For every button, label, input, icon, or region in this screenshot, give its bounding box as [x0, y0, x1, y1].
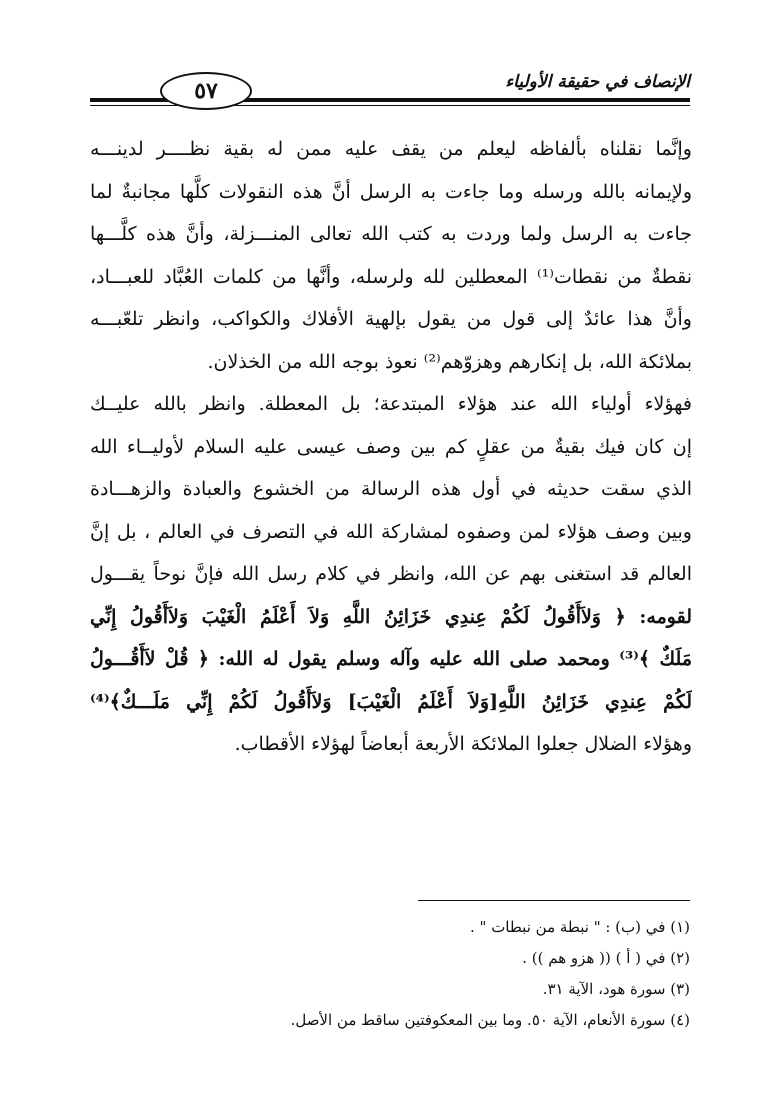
text-line: وإنَّما نقلناه بألفاظه ليعلم من يقف عليه ممن له بقية نظــــر لدينـــه — [90, 138, 692, 160]
quran-verse-line: لقومه: ﴿ وَلاَأَقُولُ لَكُمْ عِندِي خَزَائِنُ اللَّهِ وَلاَ أَعْلَمُ الْغَيْبَ وَلاَأَقُولُ إِنِّي — [90, 605, 692, 628]
footnote: (٣) سورة هود، الآية ٣١. — [542, 980, 690, 998]
text-line: وبين وصف هؤلاء لمن وصفوه لمشاركة الله في التصرف في العالم ، بل إنَّ — [90, 520, 692, 543]
page-header — [90, 60, 690, 120]
footnote: (٤) سورة الأنعام، الآية ٥٠. وما بين المعكوفتين ساقط من الأصل. — [290, 1011, 690, 1029]
footnote: (٢) في ( أ ) (( هزو هم )) . — [522, 949, 690, 967]
text-line: ولإيمانه بالله ورسله وما جاءت به الرسل أنَّ هذه النقولات كلَّها مجانبةٌ لما — [90, 180, 692, 203]
footnote-separator — [418, 900, 690, 901]
text-line: إن كان فيك بقيةٌ من عقلٍ كم بين وصف عيسى عليه السلام لأوليــاء الله — [90, 435, 692, 458]
page-number: ٥٧ — [160, 72, 252, 110]
footnote: (١) في (ب) : " نبطة من نبطات " . — [469, 918, 690, 936]
text-line: فهؤلاء أولياء الله عند هؤلاء المبتدعة؛ بل المعطلة. وانظر بالله عليــك — [90, 393, 692, 415]
footnotes — [90, 912, 690, 1036]
quran-verse-line: لَكُمْ عِندِي خَزَائِنُ اللَّهِ[وَلاَ أَعْلَمُ الْغَيْبَ] وَلاَأَقُولُ لَكُمْ إِنِّي مَلَـــكٌ﴾⁽⁴⁾ — [90, 690, 692, 713]
quran-verse-line: مَلَكٌ ﴾⁽³⁾ ومحمد صلى الله عليه وآله وسلم يقول له الله: ﴿ قُلْ لاَأَقُـــولُ — [90, 648, 692, 670]
text-line: العالم قد استغنى بهم عن الله، وانظر في كلام رسل الله فإنَّ نوحاً يقـــول — [90, 563, 692, 585]
text-line: نقطةٌ من نقطات⁽¹⁾ المعطلين لله ولرسله، وأنَّها من كلمات العُبَّاد للعبـــاد، — [90, 265, 692, 288]
text-line: الذي سقت حديثه في أول هذه الرسالة من الخشوع والعبادة والزهـــادة — [90, 478, 692, 500]
text-line: وأنَّ هذا عائدٌ إلى قول من يقول بإلهية الأفلاك والكواكب، وانظر تلعّبـــه — [90, 308, 692, 330]
text-line: وهؤلاء الضلال جعلوا الملائكة الأربعة أبعاضاً لهؤلاء الأقطاب. — [234, 733, 692, 755]
text-line: بملائكة الله، بل إنكارهم وهزوّهم⁽²⁾ نعوذ بوجه الله من الخذلان. — [207, 350, 692, 373]
main-text — [90, 128, 692, 766]
text-line: جاءت به الرسل ولما وردت به كتب الله تعالى المنـــزلة، وأنَّ هذه كلَّـــها — [90, 223, 692, 245]
book-title: الإنصاف في حقيقة الأولياء — [505, 72, 690, 92]
